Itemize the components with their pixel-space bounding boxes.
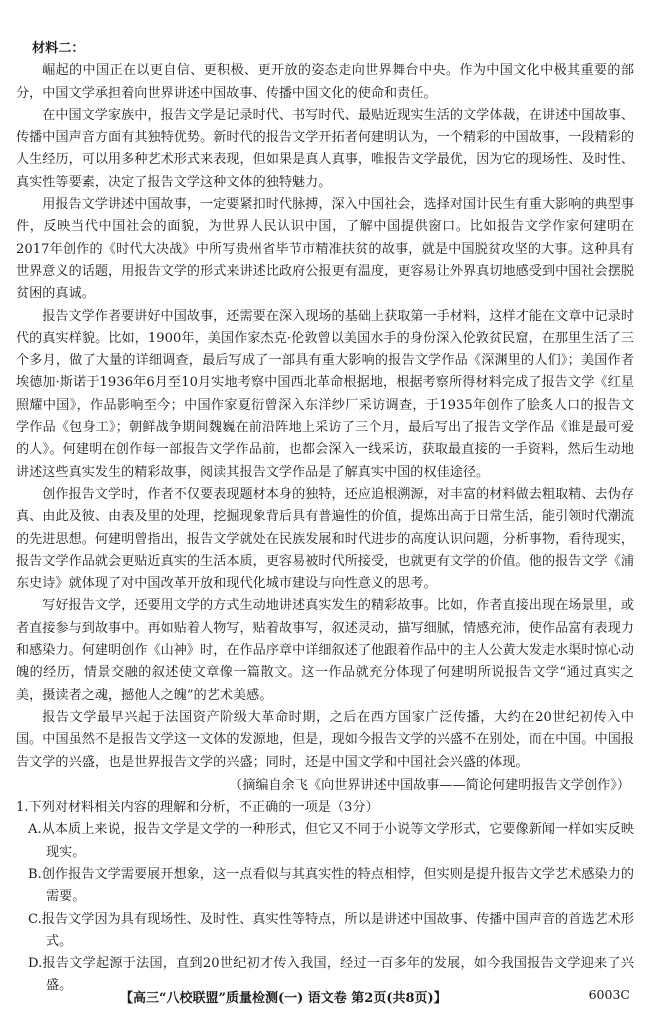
question-stem: 1.下列对材料相关内容的理解和分析，不正确的一项是（3分） <box>16 800 379 816</box>
material-source: （摘编自余飞《向世界讲述中国故事——简论何建明报告文学创作》） <box>229 777 630 793</box>
material-paragraph-6: 写好报告文学，还要用文学的方式生动地讲述真实发生的精彩故事。比如，作者直接出现在场景里，或者直接参与到故事中。再如贴着人物写，贴着故事写，叙述灵动，描写细腻，情感充沛，使作品富有表现力和感染力。何建明创作《山神》时，在作品序章中详细叙述了他跟着作品中的主人公黄大发走水渠时惊心动魄的经历，情景交融的叙述使文章像一篇散文。这一作品就充分体现了何建明所说报告文学“通过真实之美，摄读者之魂，撼他人之魄”的艺术美感。 <box>16 598 634 703</box>
footer-code: 6003C <box>588 987 630 1002</box>
option-b: B.创作报告文学需要展开想象，这一点看似与其真实性的特点相悖，但实则是提升报告文学艺术感染力的需要。 <box>28 866 634 905</box>
material-paragraph-5: 创作报告文学时，作者不仅要表现题材本身的独特，还应追根溯源，对丰富的材料做去粗取精、去伪存真、由此及彼、由表及里的处理，挖掘现象背后具有普遍性的价值，提炼出高于日常生活，能引领时代潮流的先进思想。何建明曾指出，报告文学就处在民族发展和时代进步的高度认识问题，分析事物，看待现实，报告文学作品就会更贴近真实的生活本质，更容易被时代所接受，也就更有文学的价值。他的报告文学《浦东史诗》就体现了对中国改革开放和现代化城市建设与向性意义的思考。 <box>16 486 634 592</box>
material-paragraph-1: 崛起的中国正在以更自信、更积极、更开放的姿态走向世界舞台中央。作为中国文化中极其重要的部分，中国文学承担着向世界讲述中国故事、传播中国文化的使命和责任。 <box>16 63 634 101</box>
option-c: C.报告文学因为具有现场性、及时性、真实性等特点，所以是讲述中国故事、传播中国声音的首选艺术形式。 <box>28 911 634 949</box>
material-paragraph-2: 在中国文学家族中，报告文学是记录时代、书写时代、最贴近现实生活的文学体裁，在讲述中国故事、传播中国声音方面有其独特优势。新时代的报告文学开拓者何建明认为，一个精彩的中国故事，一段精彩的人生经历，可以用多种艺术形式来表现，但如果是真人真事，唯报告文学最优，因为它的现场性、及时性、真实性等要素，决定了报告文学这种文体的独特魅力。 <box>16 107 634 190</box>
option-d: D.报告文学起源于法国，直到20世纪初才传入我国，经过一百多年的发展，如今我国报告文学迎来了兴盛。 <box>28 956 634 994</box>
page-content <box>16 38 634 998</box>
footer-text: 【高三“八校联盟”质量检测(一) 语文卷 第2页(共8页)】 <box>120 991 447 1006</box>
material-paragraph-4: 报告文学作者要讲好中国故事，还需要在深入现场的基础上获取第一手材料，这样才能在文章中记录时代的真实样貌。比如，1900年，美国作家杰克·伦敦曾以美国水手的身份深入伦敦贫民窟，在那里生活了三个多月，做了大量的详细调查，最后写成了一部具有重大影响的报告文学作品《深渊里的人们》；美国作者埃德加·斯诺于1936年6月至10月实地考察中国西北革命根据地，根据考察所得材料完成了报告文学《红星照耀中国》，作品影响至今；中国作家夏衍曾深入东洋纱厂采访调查，于1935年创作了脍炙人口的报告文学作品《包身工》；朝鲜战争期间魏巍在前沿阵地上采访了三个月，最后写出了报告文学作品《谁是最可爱的人》。何建明在创作每一部报告文学作品前，也都会深入一线采访，获取最直接的一手资料，然后生动地讲述这些真实发生的精彩故事，阅读其报告文学作品是了解真实中国的权佳途径。 <box>16 308 634 480</box>
material-paragraph-3: 用报告文学讲述中国故事，一定要紧扣时代脉搏，深入中国社会，选择对国计民生有重大影响的典型事件，反映当代中国社会的面貌，为世界人民认识中国，了解中国提供窗口。比如报告文学作家何建明在2017年创作的《时代大决战》中所写贵州省毕节市精准扶贫的故事，就是中国脱贫攻坚的大事。这种具有世界意义的话题，用报告文学的形式来讲述比政府公报更有温度，更容易让外界真切地感受到中国社会摆脱贫困的真诚。 <box>16 197 634 302</box>
material-heading: 材料二： <box>32 41 85 56</box>
option-a: A.从本质上来说，报告文学是文学的一种形式，但它又不同于小说等文学形式，它要像新闻一样如实反映现实。 <box>28 822 634 860</box>
page-footer <box>0 987 648 1009</box>
material-paragraph-7: 报告文学最早兴起于法国资产阶级大革命时期，之后在西方国家广泛传播，大约在20世纪初传入中国。中国虽然不是报告文学这一文体的发源地，但是，现如今报告文学的兴盛不在别处，而在中国。中国报告文学的兴盛，也是世界报告文学的兴盛；同时，还是中国文学和中国社会兴盛的体现。 <box>16 709 634 770</box>
